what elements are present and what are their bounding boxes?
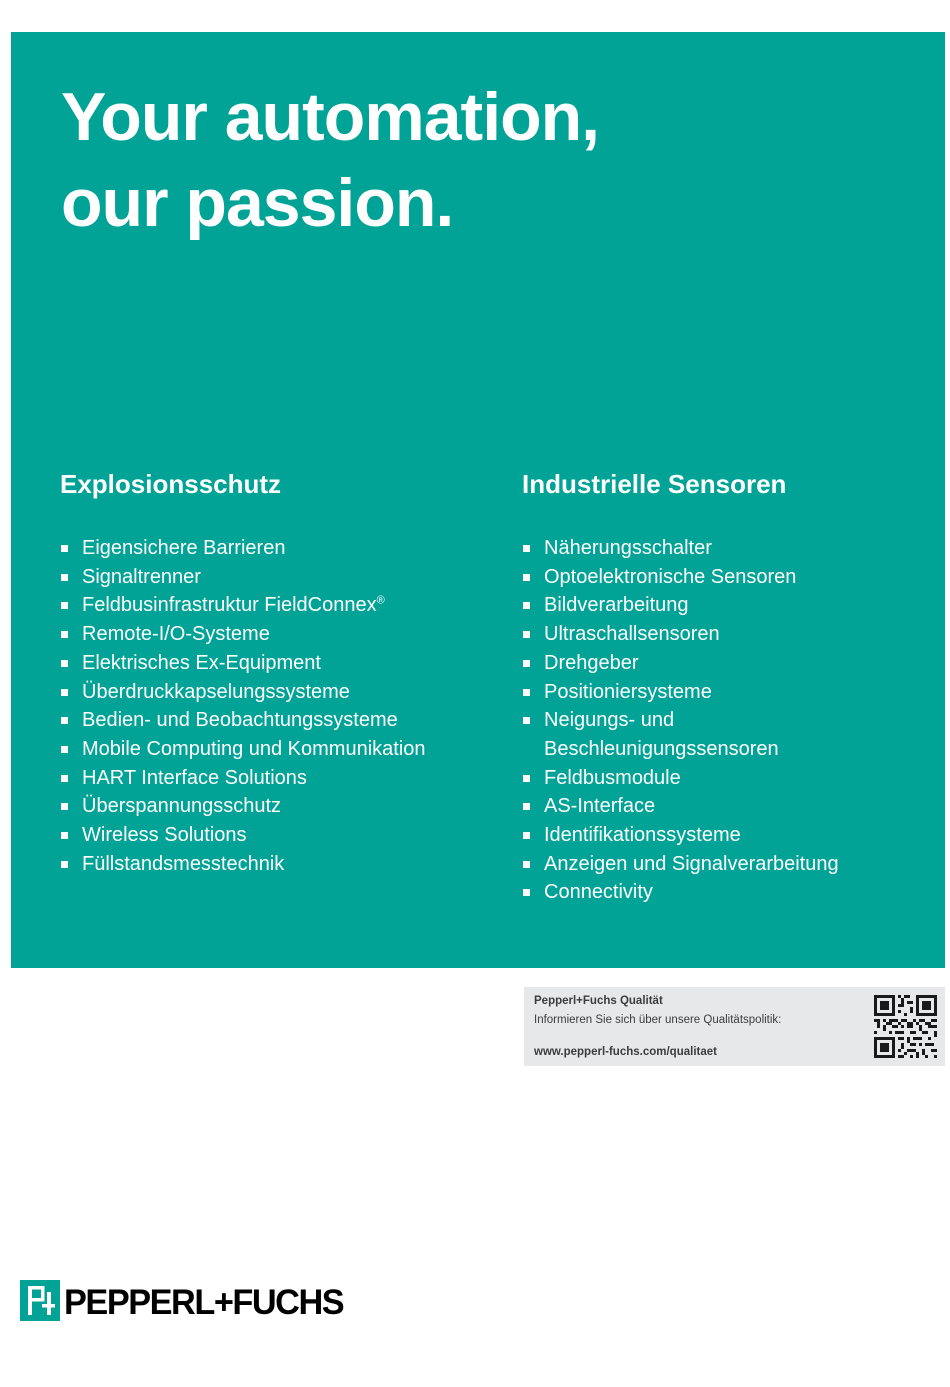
list-item <box>522 591 932 620</box>
bullet-icon <box>61 602 68 609</box>
bullet-icon <box>523 602 530 609</box>
list-item <box>522 620 932 649</box>
list-item <box>522 821 932 850</box>
list-item <box>522 706 932 763</box>
quality-info-box <box>524 987 945 1066</box>
bullet-icon <box>61 689 68 696</box>
bullet-icon <box>523 889 530 896</box>
list-item <box>60 563 500 592</box>
list-item-label: Elektrisches Ex-Equipment <box>82 651 321 674</box>
list-item <box>522 764 932 793</box>
list-item-label: HART Interface Solutions <box>82 766 307 789</box>
bullet-icon <box>523 545 530 552</box>
list-item-label: Überdruckkapselungssysteme <box>82 680 350 703</box>
hero-panel <box>11 32 945 968</box>
list-item <box>60 764 500 793</box>
list-item-label: Signaltrenner <box>82 565 201 588</box>
list-item-label: Bildverarbeitung <box>544 594 689 617</box>
bullet-icon <box>61 803 68 810</box>
pepperl-fuchs-logo-icon <box>20 1280 60 1321</box>
industrial-sensors-column <box>522 468 932 907</box>
bullet-icon <box>523 631 530 638</box>
list-item <box>60 850 500 879</box>
bullet-icon <box>61 832 68 839</box>
list-item-label: Bedien- und Beobachtungssysteme <box>82 709 398 732</box>
quality-url-link[interactable]: www.pepperl-fuchs.com/qualitaet <box>534 1046 717 1058</box>
list-item <box>60 678 500 707</box>
quality-text: Informieren Sie sich über unsere Qualitätspolitik: <box>534 1014 782 1026</box>
list-item-label: Optoelektronische Sensoren <box>544 565 797 588</box>
list-item <box>60 620 500 649</box>
bullet-icon <box>61 861 68 868</box>
list-item <box>60 591 500 620</box>
bullet-icon <box>61 574 68 581</box>
list-item-label: Überspannungsschutz <box>82 795 282 818</box>
bullet-icon <box>523 660 530 667</box>
industrial-sensors-title: Industrielle Sensoren <box>522 469 787 499</box>
explosion-protection-column <box>60 468 500 878</box>
list-item-label: Wireless Solutions <box>82 824 247 847</box>
headline <box>61 74 599 246</box>
list-item <box>522 850 932 879</box>
industrial-sensors-list <box>522 534 932 907</box>
headline-line-2: our passion. <box>61 165 454 241</box>
bullet-icon <box>61 631 68 638</box>
list-item <box>522 792 932 821</box>
list-item-label: AS-Interface <box>544 795 656 818</box>
quality-title: Pepperl+Fuchs Qualität <box>534 995 663 1007</box>
bullet-icon <box>523 689 530 696</box>
list-item <box>522 534 932 563</box>
list-item-label: Identifikationssysteme <box>544 824 741 847</box>
logo-wordmark: PEPPERL+FUCHS <box>64 1283 344 1322</box>
list-item <box>60 735 500 764</box>
bullet-icon <box>61 717 68 724</box>
bullet-icon <box>523 803 530 810</box>
list-item-label: Feldbusmodule <box>544 766 681 789</box>
list-item <box>60 534 500 563</box>
list-item-label: Mobile Computing und Kommunikation <box>82 737 426 760</box>
list-item-label: Drehgeber <box>544 651 639 674</box>
headline-line-1: Your automation, <box>61 79 600 155</box>
list-item-label: Eigensichere Barrieren <box>82 537 286 559</box>
bullet-icon <box>523 574 530 581</box>
list-item <box>60 649 500 678</box>
list-item <box>522 649 932 678</box>
list-item <box>60 792 500 821</box>
registered-mark: ® <box>376 594 385 607</box>
list-item-label: Anzeigen und Signalverarbeitung <box>544 852 839 875</box>
bullet-icon <box>523 832 530 839</box>
list-item-label: Connectivity <box>544 881 653 904</box>
explosion-protection-title: Explosionsschutz <box>60 469 282 499</box>
bullet-icon <box>523 775 530 782</box>
bullet-icon <box>61 746 68 753</box>
list-item-label: Neigungs- und <box>544 709 675 732</box>
bullet-icon <box>523 861 530 868</box>
list-item <box>60 706 500 735</box>
list-item-label: Remote-I/O-Systeme <box>82 623 270 646</box>
bullet-icon <box>61 775 68 782</box>
list-item-label: Füllstandsmesstechnik <box>82 852 285 875</box>
bullet-icon <box>61 660 68 667</box>
qr-code-icon[interactable] <box>874 995 937 1058</box>
list-item-label: Ultraschallsensoren <box>544 623 720 646</box>
list-item-label: Positioniersysteme <box>544 680 712 703</box>
bullet-icon <box>61 545 68 552</box>
list-item-label-continued: Beschleunigungssensoren <box>544 737 779 760</box>
list-item <box>522 563 932 592</box>
list-item-label: Näherungsschalter <box>544 537 712 559</box>
list-item <box>60 821 500 850</box>
bullet-icon <box>523 717 530 724</box>
list-item <box>522 878 932 907</box>
list-item-label: Feldbusinfrastruktur FieldConnex <box>82 594 377 617</box>
explosion-protection-list <box>60 534 500 878</box>
list-item <box>522 678 932 707</box>
